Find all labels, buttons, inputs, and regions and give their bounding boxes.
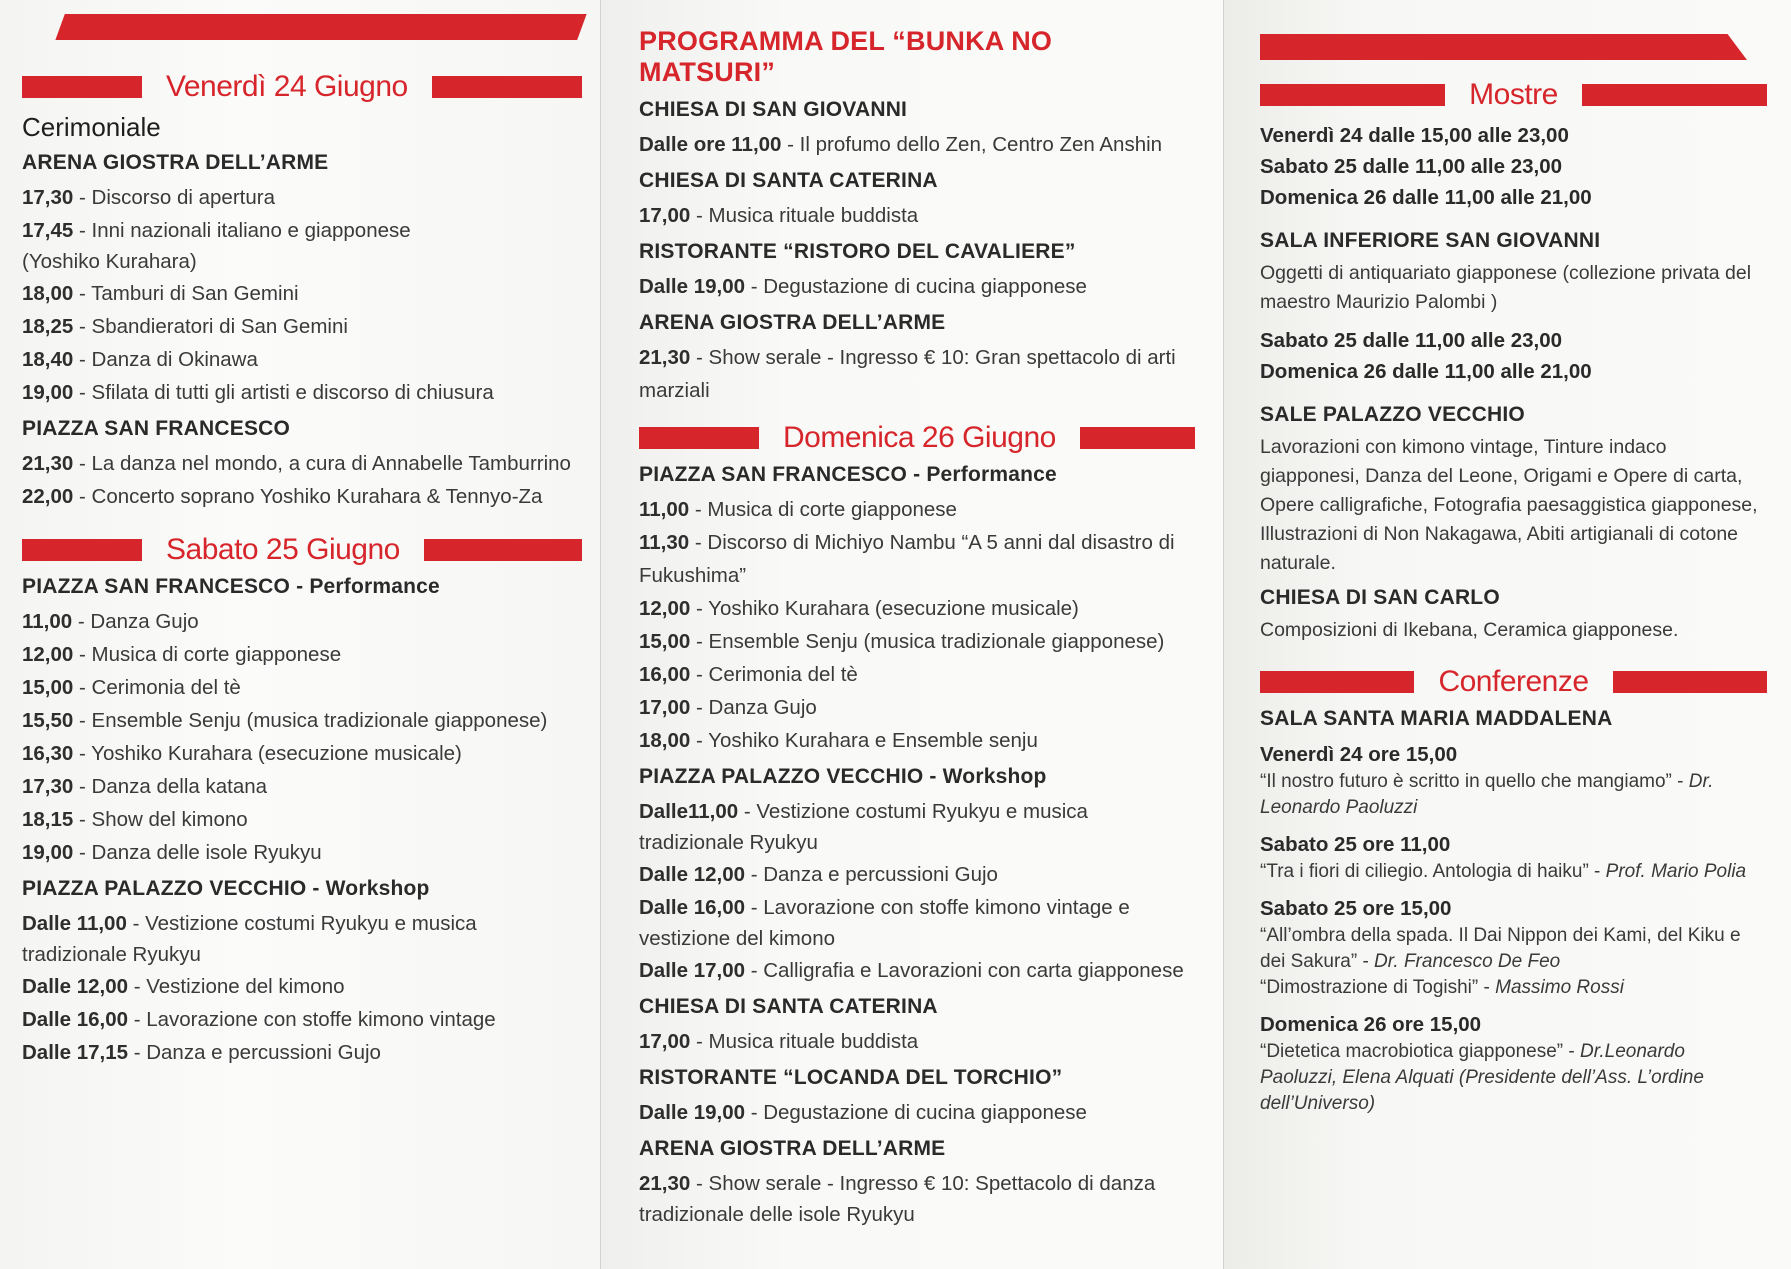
- schedule-item: [22, 447, 582, 480]
- day-heading-sunday: [639, 421, 1195, 455]
- schedule-item: [639, 270, 1195, 303]
- schedule-list: [639, 1167, 1195, 1230]
- item-text: - Musica rituale buddista: [690, 204, 919, 227]
- exhibition-hours: [1260, 120, 1767, 213]
- venue-heading: CHIESA DI SAN GIOVANNI: [639, 98, 908, 121]
- talk-title: “Dimostrazione di Togishi” -: [1260, 977, 1496, 998]
- item-time: 17,30: [22, 775, 74, 798]
- venue-heading: CHIESA DI SANTA CATERINA: [639, 169, 938, 192]
- schedule-item: [22, 907, 582, 970]
- item-time: Dalle11,00: [639, 800, 739, 823]
- conference-talk: [1260, 859, 1767, 885]
- item-time: 15,50: [22, 709, 74, 732]
- opening-hours-line: Domenica 26 dalle 11,00 alle 21,00: [1260, 360, 1592, 383]
- decorative-top-bar: [55, 14, 586, 40]
- schedule-list: [639, 1025, 1195, 1058]
- day-heading-friday: [22, 70, 582, 104]
- item-text: - Vestizione costumi Ryukyu e musica: [126, 912, 477, 935]
- item-text: - Cerimonia del tè: [73, 676, 241, 699]
- item-text: - Discorso di Michiyo Nambu “A 5 anni dal disastro di Fukushima”: [639, 531, 1175, 587]
- venue-heading: PIAZZA SAN FRANCESCO: [22, 417, 291, 440]
- conference-talk: [1260, 975, 1767, 1001]
- item-text: - Danza e percussioni Gujo: [128, 1041, 381, 1064]
- conference-date: Venerdì 24 ore 15,00: [1260, 743, 1458, 766]
- item-time: 21,30: [639, 1172, 691, 1195]
- item-time: 18,00: [639, 729, 691, 752]
- item-text-continued: tradizionale delle isole Ryukyu: [639, 1203, 915, 1226]
- venue-heading: ARENA GIOSTRA DELL’ARME: [639, 311, 946, 334]
- schedule-item: [639, 1167, 1195, 1230]
- item-text: - Ensemble Senju (musica tradizionale giapponese): [73, 709, 548, 732]
- item-time: 18,25: [22, 315, 74, 338]
- heading-bar-left: [22, 539, 142, 561]
- day-heading-saturday: [22, 533, 582, 567]
- talk-title: “All’ombra della spada. Il Dai Nippon dei Kami, del Kiku e dei Sakura” -: [1260, 925, 1741, 972]
- item-text: - Lavorazione con stoffe kimono vintage e: [745, 896, 1130, 919]
- schedule-item: [22, 1036, 582, 1069]
- schedule-item: [639, 1096, 1195, 1129]
- venue-heading: CHIESA DI SANTA CATERINA: [639, 995, 938, 1018]
- day-title: Venerdì 24 Giugno: [166, 70, 408, 103]
- item-text: - Musica rituale buddista: [690, 1030, 919, 1053]
- conference-talk: [1260, 923, 1767, 975]
- schedule-item: [639, 691, 1195, 724]
- schedule-item: [639, 128, 1195, 161]
- talk-speaker: Dr. Leonardo Paoluzzi: [1260, 771, 1714, 818]
- conference-talk: [1260, 1039, 1767, 1117]
- item-time: 16,30: [22, 742, 74, 765]
- section-heading-mostre: [1260, 78, 1767, 112]
- item-text: - Danza della katana: [73, 775, 268, 798]
- heading-bar-right: [424, 539, 582, 561]
- item-text: - Danza delle isole Ryukyu: [73, 841, 322, 864]
- venue-heading: PIAZZA PALAZZO VECCHIO - Workshop: [639, 765, 1047, 788]
- venue-heading: PIAZZA SAN FRANCESCO - Performance: [22, 575, 440, 598]
- schedule-item: [22, 277, 582, 310]
- schedule-item: [22, 737, 582, 770]
- schedule-item: [22, 836, 582, 869]
- conference-date: Sabato 25 ore 15,00: [1260, 897, 1452, 920]
- item-text: - Inni nazionali italiano e giapponese: [73, 219, 411, 242]
- schedule-list: [22, 181, 582, 409]
- item-time: 19,00: [22, 841, 74, 864]
- item-time: 18,40: [22, 348, 74, 371]
- item-time: 17,00: [639, 204, 691, 227]
- item-text: - Tamburi di San Gemini: [73, 282, 299, 305]
- exhibition-description: Composizioni di Ikebana, Ceramica giapponese.: [1260, 619, 1679, 641]
- item-text-continued: tradizionale Ryukyu: [639, 831, 818, 854]
- opening-hours-line: Sabato 25 dalle 11,00 alle 23,00: [1260, 329, 1563, 352]
- schedule-list: [639, 199, 1195, 232]
- opening-hours-line: Sabato 25 dalle 11,00 alle 23,00: [1260, 155, 1563, 178]
- panel-middle: [600, 0, 1224, 1269]
- item-text: - Show serale - Ingresso € 10: Gran spettacolo di arti marziali: [639, 346, 1176, 402]
- item-time: Dalle 19,00: [639, 1101, 745, 1124]
- item-time: Dalle 16,00: [639, 896, 745, 919]
- schedule-item: [22, 638, 582, 671]
- schedule-item: [639, 954, 1195, 987]
- decorative-top-bar: [1260, 34, 1747, 60]
- schedule-item: [639, 199, 1195, 232]
- item-text: - Danza e percussioni Gujo: [745, 863, 998, 886]
- program-blocks: [639, 98, 1195, 407]
- item-time: 17,00: [639, 696, 691, 719]
- day-title: Domenica 26 Giugno: [783, 421, 1056, 454]
- venue-heading: ARENA GIOSTRA DELL’ARME: [639, 1137, 946, 1160]
- venue-heading: SALE PALAZZO VECCHIO: [1260, 403, 1525, 426]
- schedule-list: [639, 795, 1195, 987]
- conference-list: [1260, 741, 1767, 1117]
- schedule-item: [22, 1003, 582, 1036]
- item-time: 11,00: [22, 610, 73, 633]
- schedule-item: [639, 891, 1195, 954]
- schedule-item: [22, 310, 582, 343]
- item-time: 16,00: [639, 663, 691, 686]
- item-text: - Yoshiko Kurahara (esecuzione musicale): [690, 597, 1079, 620]
- talk-title: “Dietetica macrobiotica giapponese” -: [1260, 1041, 1580, 1062]
- item-text: - Ensemble Senju (musica tradizionale giapponese): [690, 630, 1165, 653]
- item-time: Dalle 16,00: [22, 1008, 128, 1031]
- talk-speaker: Prof. Mario Polia: [1605, 861, 1747, 882]
- venue-heading: ARENA GIOSTRA DELL’ARME: [22, 151, 329, 174]
- section-label: Cerimoniale: [22, 112, 161, 142]
- schedule-item: [22, 970, 582, 1003]
- item-text: - Danza Gujo: [690, 696, 817, 719]
- item-text: - Vestizione costumi Ryukyu e musica: [738, 800, 1088, 823]
- heading-bar-left: [1260, 671, 1414, 693]
- program-title: PROGRAMMA DEL “BUNKA NO MATSURI”: [639, 26, 1053, 87]
- heading-bar-right: [1582, 84, 1767, 106]
- item-time: 17,30: [22, 186, 74, 209]
- section-title: Mostre: [1469, 78, 1558, 111]
- item-text: - Il profumo dello Zen, Centro Zen Anshin: [781, 133, 1163, 156]
- heading-bar-right: [432, 76, 582, 98]
- item-text-continued: vestizione del kimono: [639, 927, 835, 950]
- schedule-list: [639, 1096, 1195, 1129]
- section-title: Conferenze: [1438, 665, 1589, 698]
- item-text: - Sfilata di tutti gli artisti e discorso di chiusura: [73, 381, 494, 404]
- item-time: 19,00: [22, 381, 74, 404]
- schedule-item: [639, 858, 1195, 891]
- schedule-list: [639, 270, 1195, 303]
- section-heading-conferenze: [1260, 665, 1767, 699]
- item-time: Dalle ore 11,00: [639, 133, 782, 156]
- item-text: - Danza di Okinawa: [73, 348, 258, 371]
- venue-heading: SALA SANTA MARIA MADDALENA: [1260, 707, 1613, 730]
- heading-bar-left: [639, 427, 759, 449]
- item-time: 22,00: [22, 485, 74, 508]
- item-time: 15,00: [639, 630, 691, 653]
- talk-speaker: Massimo Rossi: [1495, 977, 1624, 998]
- item-time: Dalle 19,00: [639, 275, 745, 298]
- schedule-item: [639, 493, 1195, 526]
- schedule-item: [639, 592, 1195, 625]
- item-time: 18,15: [22, 808, 74, 831]
- exhibition-hours: [1260, 325, 1767, 387]
- schedule-item: [22, 480, 582, 513]
- schedule-list: [22, 907, 582, 1069]
- panel-left: [0, 0, 600, 1269]
- heading-bar-right: [1613, 671, 1767, 693]
- schedule-item: [639, 795, 1195, 858]
- schedule-list: [22, 447, 582, 513]
- item-time: 11,00: [639, 498, 690, 521]
- item-text-continued: tradizionale Ryukyu: [22, 943, 201, 966]
- talk-speaker: Dr. Francesco De Feo: [1374, 951, 1561, 972]
- item-time: Dalle 12,00: [639, 863, 745, 886]
- item-text: - Danza Gujo: [72, 610, 199, 633]
- schedule-list: [639, 341, 1195, 407]
- schedule-list: [639, 128, 1195, 161]
- panel-right: [1224, 0, 1791, 1269]
- item-text: - Concerto soprano Yoshiko Kurahara & Tennyo-Za: [73, 485, 543, 508]
- talk-speaker: Dr.Leonardo Paoluzzi, Elena Alquati (Presidente dell’Ass. L’ordine dell’Universo): [1260, 1041, 1704, 1114]
- conference-date: Domenica 26 ore 15,00: [1260, 1013, 1482, 1036]
- talk-title: “Il nostro futuro è scritto in quello che mangiamo” -: [1260, 771, 1689, 792]
- item-text: - Sbandieratori di San Gemini: [73, 315, 348, 338]
- venue-heading: RISTORANTE “LOCANDA DEL TORCHIO”: [639, 1066, 1063, 1089]
- item-text: - Musica di corte giapponese: [689, 498, 957, 521]
- item-text: - Show serale - Ingresso € 10: Spettacolo di danza: [690, 1172, 1156, 1195]
- opening-hours-line: Venerdì 24 dalle 15,00 alle 23,00: [1260, 124, 1569, 147]
- schedule-list: [22, 605, 582, 869]
- item-time: 12,00: [22, 643, 74, 666]
- schedule-item: [22, 671, 582, 704]
- item-text: - Lavorazione con stoffe kimono vintage: [128, 1008, 496, 1031]
- schedule-item: [22, 214, 582, 277]
- item-time: Dalle 17,15: [22, 1041, 128, 1064]
- schedule-item: [639, 526, 1195, 592]
- item-text: - La danza nel mondo, a cura di Annabelle Tamburrino: [73, 452, 571, 475]
- item-text: - Yoshiko Kurahara e Ensemble senju: [690, 729, 1038, 752]
- schedule-item: [639, 341, 1195, 407]
- schedule-item: [22, 803, 582, 836]
- schedule-item: [22, 704, 582, 737]
- item-text: - Cerimonia del tè: [690, 663, 858, 686]
- schedule-list: [639, 493, 1195, 757]
- item-time: 15,00: [22, 676, 74, 699]
- schedule-item: [22, 770, 582, 803]
- item-time: 18,00: [22, 282, 74, 305]
- venue-heading: PIAZZA SAN FRANCESCO - Performance: [639, 463, 1057, 486]
- exhibition-description: Oggetti di antiquariato giapponese (collezione privata del maestro Maurizio Palombi ): [1260, 262, 1752, 313]
- opening-hours-line: Domenica 26 dalle 11,00 alle 21,00: [1260, 186, 1592, 209]
- item-time: Dalle 17,00: [639, 959, 745, 982]
- item-time: 11,30: [639, 531, 690, 554]
- item-time: 21,30: [639, 346, 691, 369]
- venue-heading: CHIESA DI SAN CARLO: [1260, 586, 1500, 609]
- conference-date: Sabato 25 ore 11,00: [1260, 833, 1451, 856]
- item-text: - Calligrafia e Lavorazioni con carta giapponese: [745, 959, 1184, 982]
- item-time: 17,45: [22, 219, 74, 242]
- item-text: - Yoshiko Kurahara (esecuzione musicale): [73, 742, 462, 765]
- item-text: - Musica di corte giapponese: [73, 643, 342, 666]
- item-time: 12,00: [639, 597, 691, 620]
- venue-heading: SALA INFERIORE SAN GIOVANNI: [1260, 229, 1601, 252]
- item-text: - Vestizione del kimono: [128, 975, 345, 998]
- item-text: - Discorso di apertura: [73, 186, 275, 209]
- schedule-item: [639, 724, 1195, 757]
- item-text: - Show del kimono: [73, 808, 248, 831]
- venue-heading: PIAZZA PALAZZO VECCHIO - Workshop: [22, 877, 430, 900]
- item-text: - Degustazione di cucina giapponese: [745, 1101, 1087, 1124]
- schedule-item: [639, 1025, 1195, 1058]
- conference-talk: [1260, 769, 1767, 821]
- heading-bar-left: [22, 76, 142, 98]
- talk-title: “Tra i fiori di ciliegio. Antologia di haiku” -: [1260, 861, 1606, 882]
- schedule-item: [22, 343, 582, 376]
- schedule-item: [22, 605, 582, 638]
- venue-heading: RISTORANTE “RISTORO DEL CAVALIERE”: [639, 240, 1076, 263]
- heading-bar-left: [1260, 84, 1445, 106]
- exhibition-description: Lavorazioni con kimono vintage, Tinture indaco giapponesi, Danza del Leone, Origami e Opere di carta, Opere calligrafiche, Fotografia paesaggistica giapponese, Illustrazioni di Non Nakagawa, Abiti artigianali di cotone naturale.: [1260, 436, 1758, 574]
- schedule-item: [22, 376, 582, 409]
- item-time: 17,00: [639, 1030, 691, 1053]
- item-text: - Degustazione di cucina giapponese: [745, 275, 1087, 298]
- schedule-item: [22, 181, 582, 214]
- heading-bar-right: [1080, 427, 1195, 449]
- day-title: Sabato 25 Giugno: [166, 533, 400, 566]
- schedule-item: [639, 658, 1195, 691]
- item-time: Dalle 11,00: [22, 912, 127, 935]
- item-text-continued: (Yoshiko Kurahara): [22, 250, 197, 273]
- item-time: Dalle 12,00: [22, 975, 128, 998]
- schedule-item: [639, 625, 1195, 658]
- item-time: 21,30: [22, 452, 74, 475]
